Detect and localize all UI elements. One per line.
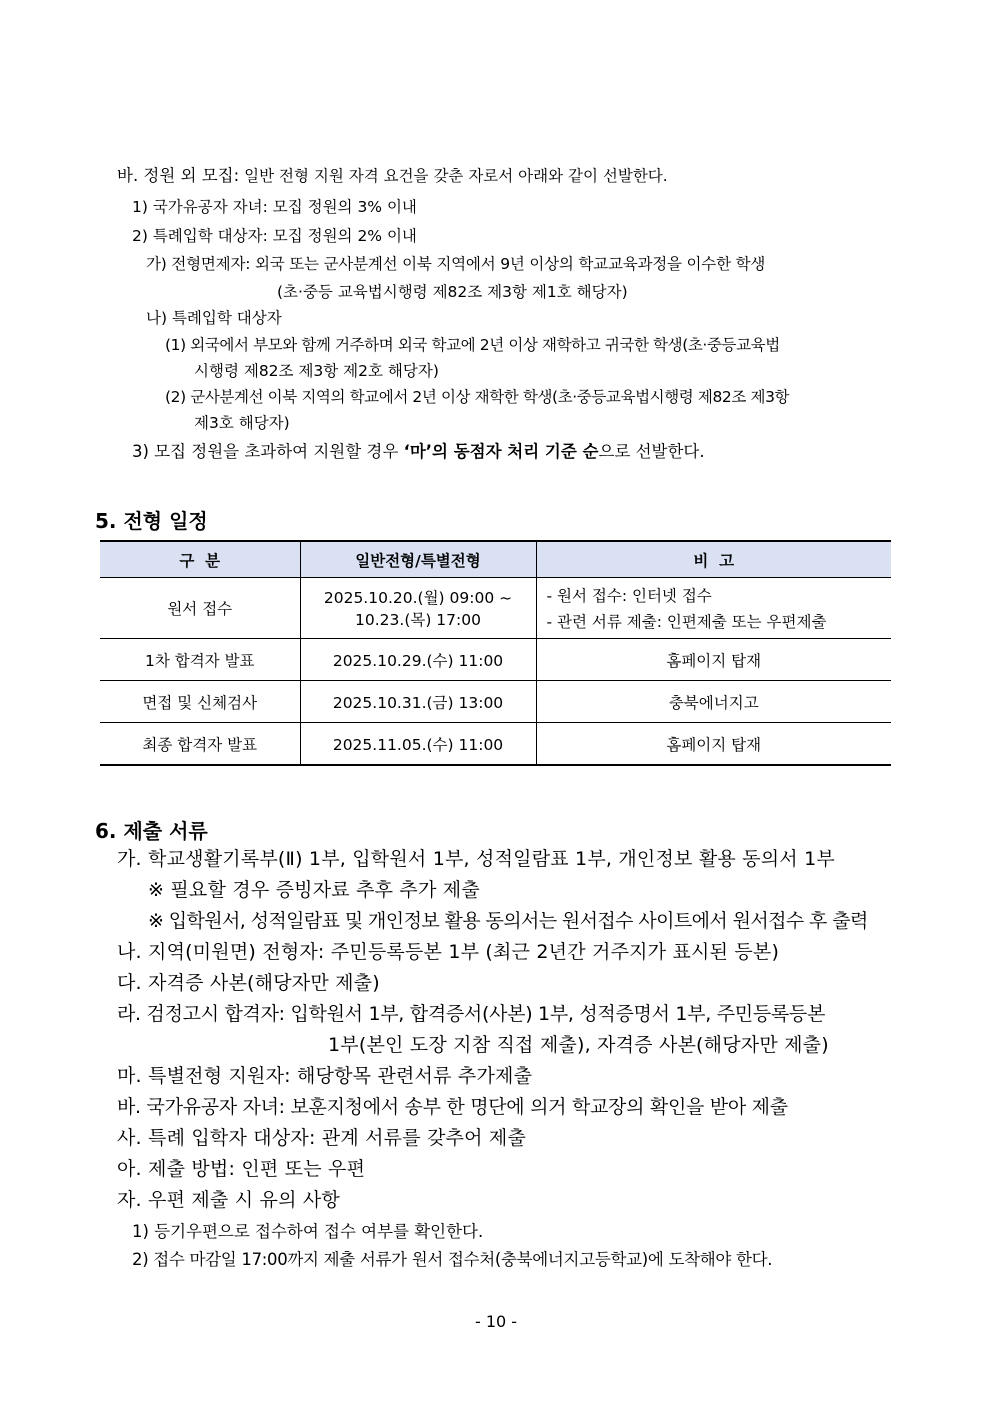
ba-na-1-line-2: 시행령 제82조 제3항 제2호 해당자)	[194, 362, 439, 380]
row-date	[300, 578, 536, 639]
s6-na: 나. 지역(미원면) 전형자: 주민등록등본 1부 (최근 2년간 거주지가 표시된 등본)	[117, 941, 780, 963]
row-note: 충북에너지고	[536, 681, 891, 723]
row-date: 2025.10.29.(수) 11:00	[300, 639, 536, 681]
header-schedule: 일반전형/특별전형	[300, 541, 536, 578]
row-date: 2025.11.05.(수) 11:00	[300, 723, 536, 766]
table-row	[100, 639, 891, 681]
ba-intro: 바. 정원 외 모집:	[117, 166, 240, 185]
s6-a: 아. 제출 방법: 인편 또는 우편	[117, 1158, 366, 1180]
s6-ga-note-1: ※ 필요할 경우 증빙자료 추후 추가 제출	[148, 879, 480, 901]
row-note: 홈페이지 탑재	[536, 723, 891, 766]
s6-ga: 가. 학교생활기록부(Ⅱ) 1부, 입학원서 1부, 성적일람표 1부, 개인정보 활용 동의서 1부	[117, 848, 835, 870]
row-label: 면접 및 신체검사	[100, 681, 300, 723]
schedule-table	[100, 540, 891, 766]
row-date-line-2: 10.23.(목) 17:00	[355, 611, 481, 629]
s6-ra-line-1: 라. 검정고시 합격자: 입학원서 1부, 합격증서(사본) 1부, 성적증명서 1부, 주민등록등본	[117, 1003, 826, 1025]
row-note: 홈페이지 탑재	[536, 639, 891, 681]
table-row	[100, 681, 891, 723]
ba-item-2: 2) 특례입학 대상자: 모집 정원의 2% 이내	[132, 227, 417, 245]
table-row	[100, 723, 891, 766]
s6-ra-line-2: 1부(본인 도장 지참 직접 제출), 자격증 사본(해당자만 제출)	[328, 1034, 829, 1056]
row-note-line-1: - 원서 접수: 인터넷 접수	[546, 587, 712, 605]
section-6-heading: 6. 제출 서류	[95, 819, 208, 843]
row-date: 2025.10.31.(금) 13:00	[300, 681, 536, 723]
s6-ja: 자. 우편 제출 시 유의 사항	[117, 1189, 340, 1211]
row-label: 원서 접수	[100, 578, 300, 639]
row-date-line-1: 2025.10.20.(월) 09:00 ~	[323, 589, 513, 607]
s6-ga-note-2: ※ 입학원서, 성적일람표 및 개인정보 활용 동의서는 원서접수 사이트에서 원서접수 후 출력	[148, 910, 868, 932]
ba-na-2-line-1: (2) 군사분계선 이북 지역의 학교에서 2년 이상 재학한 학생(초·중등교육법시행령 제82조 제3항	[165, 388, 790, 406]
s6-sa: 사. 특례 입학자 대상자: 관계 서류를 갖추어 제출	[117, 1127, 527, 1149]
ba-item-3-bold: ‘마’의 동점자 처리 기준 순	[403, 442, 599, 461]
row-label: 최종 합격자 발표	[100, 723, 300, 766]
s6-ba: 바. 국가유공자 자녀: 보훈지청에서 송부 한 명단에 의거 학교장의 확인을 받아 제출	[117, 1096, 788, 1118]
ba-item-3-pre: 3) 모집 정원을 초과하여 지원할 경우	[132, 442, 404, 461]
ba-item-1: 1) 국가유공자 자녀: 모집 정원의 3% 이내	[132, 198, 417, 216]
table-header-row	[100, 541, 891, 578]
ba-intro-line	[117, 165, 668, 187]
ba-item-3-post: 으로 선발한다.	[598, 442, 705, 461]
row-note-line-2: - 관련 서류 제출: 인편제출 또는 우편제출	[546, 613, 827, 631]
ba-item-3	[132, 441, 705, 463]
s6-ja-2: 2) 접수 마감일 17:00까지 제출 서류가 원서 접수처(충북에너지고등학교)에 도착해야 한다.	[132, 1250, 773, 1269]
ba-na-2-line-2: 제3호 해당자)	[194, 414, 290, 432]
header-category: 구 분	[100, 541, 300, 578]
ba-na: 나) 특례입학 대상자	[146, 309, 282, 327]
s6-ja-1: 1) 등기우편으로 접수하여 접수 여부를 확인한다.	[132, 1222, 484, 1241]
row-note	[536, 578, 891, 639]
section-5-heading: 5. 전형 일정	[95, 509, 208, 533]
ba-ga-line-1: 가) 전형면제자: 외국 또는 군사분계선 이북 지역에서 9년 이상의 학교교육과정을 이수한 학생	[146, 255, 766, 273]
row-label: 1차 합격자 발표	[100, 639, 300, 681]
ba-na-1-line-1: (1) 외국에서 부모와 함께 거주하며 외국 학교에 2년 이상 재학하고 귀국한 학생(초·중등교육법	[165, 336, 780, 354]
table-row	[100, 578, 891, 639]
header-remarks: 비 고	[536, 541, 891, 578]
s6-da: 다. 자격증 사본(해당자만 제출)	[117, 972, 380, 994]
ba-intro-rest: 일반 전형 지원 자격 요건을 갖춘 자로서 아래와 같이 선발한다.	[239, 167, 668, 185]
ba-ga-line-2: (초·중등 교육법시행령 제82조 제3항 제1호 해당자)	[277, 283, 628, 301]
page-number: - 10 -	[474, 1312, 518, 1331]
s6-ma: 마. 특별전형 지원자: 해당항목 관련서류 추가제출	[117, 1065, 533, 1087]
